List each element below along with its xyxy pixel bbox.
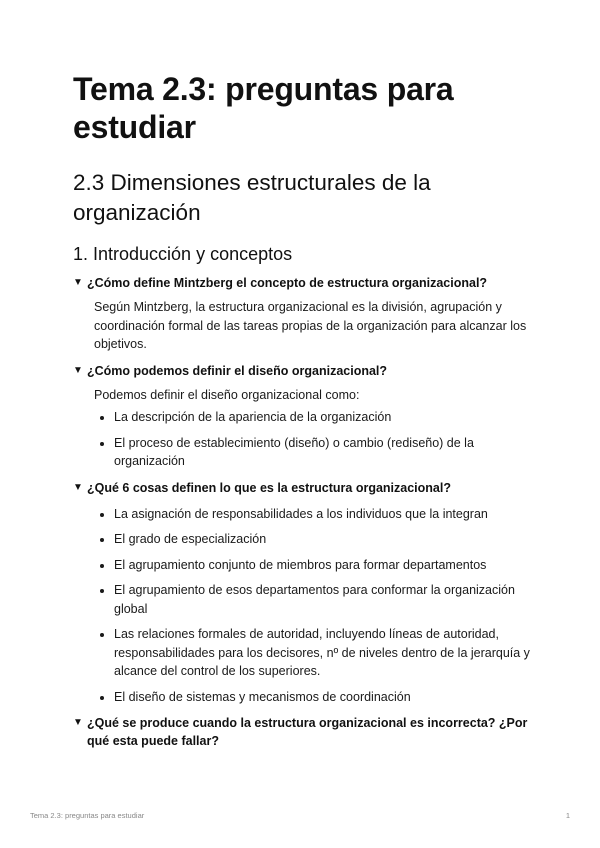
list-item: • La descripción de la apariencia de la organización xyxy=(114,408,533,427)
caret-down-icon[interactable]: ▼ xyxy=(73,717,83,728)
bullet-list xyxy=(94,505,533,707)
list-item: • El proceso de establecimiento (diseño) o cambio (rediseño) de la organización xyxy=(114,434,533,471)
page-footer xyxy=(30,811,570,820)
list-item: • El agrupamiento conjunto de miembros para formar departamentos xyxy=(114,556,533,575)
caret-down-icon[interactable]: ▼ xyxy=(73,481,83,493)
toggle-content xyxy=(73,386,533,471)
subsection-heading: 1. Introducción y conceptos xyxy=(73,244,293,264)
toggle-block xyxy=(73,362,533,471)
toggle-block xyxy=(73,714,533,750)
list-item: • El diseño de sistemas y mecanismos de coordinación xyxy=(114,688,533,707)
caret-down-icon[interactable]: ▼ xyxy=(73,277,83,288)
toggle-question: ¿Cómo define Mintzberg el concepto de estructura organizacional? xyxy=(87,276,488,290)
list-item: • El agrupamiento de esos departamentos para conformar la organización global xyxy=(114,581,533,618)
toggle-question: ¿Qué se produce cuando la estructura organizacional es incorrecta? ¿Por qué esta puede fallar? xyxy=(87,716,528,748)
toggle-content xyxy=(73,298,533,354)
list-item: • El grado de especialización xyxy=(114,530,533,549)
toggle-header[interactable] xyxy=(73,362,533,380)
toggle-question: ¿Cómo podemos definir el diseño organizacional? xyxy=(87,363,388,378)
toggle-question: ¿Qué 6 cosas definen lo que es la estructura organizacional? xyxy=(87,480,451,495)
list-item: • La asignación de responsabilidades a los individuos que la integran xyxy=(114,505,533,524)
page-title: Tema 2.3: preguntas para estudiar xyxy=(73,71,454,145)
toggle-block xyxy=(73,479,533,707)
answer-paragraph: Según Mintzberg, la estructura organizacional es la división, agrupación y coordinación formal de las tareas propias de la organización para alcanzar los objetivos. xyxy=(94,300,527,351)
answer-paragraph: Podemos definir el diseño organizacional como: xyxy=(94,387,360,402)
toggle-content xyxy=(73,505,533,707)
toggle-header[interactable] xyxy=(73,714,533,750)
list-item: • Las relaciones formales de autoridad, incluyendo líneas de autoridad, responsabilidades para los decisores, nº de niveles dentro de la jerarquía y alcance del control de los superiores. xyxy=(114,625,533,681)
page-number: 1 xyxy=(565,811,570,820)
document-page xyxy=(73,70,533,750)
toggle-header[interactable] xyxy=(73,479,533,497)
bullet-list xyxy=(94,408,533,471)
toggle-header[interactable] xyxy=(73,274,533,292)
section-heading: 2.3 Dimensiones estructurales de la organización xyxy=(73,170,431,225)
toggle-block xyxy=(73,274,533,354)
caret-down-icon[interactable]: ▼ xyxy=(73,364,83,376)
footer-title: Tema 2.3: preguntas para estudiar xyxy=(30,811,145,820)
